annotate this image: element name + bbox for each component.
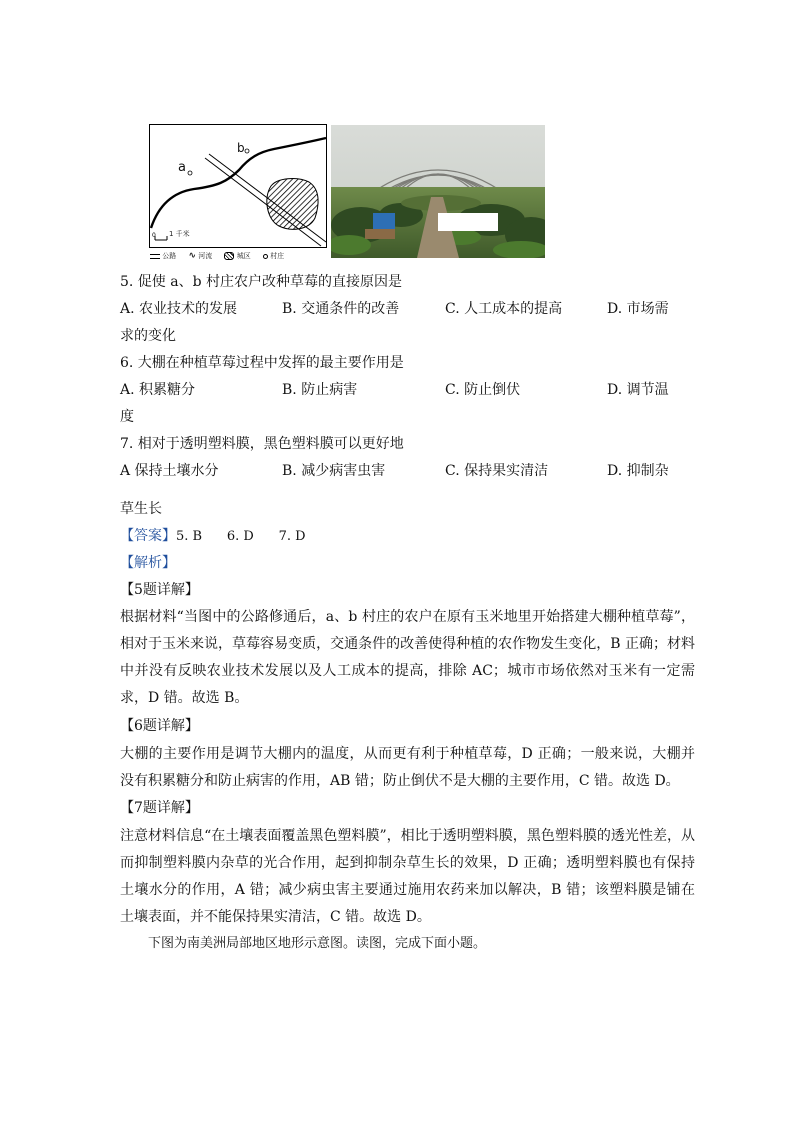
river-icon: ∿ — [188, 251, 197, 261]
question-7-option-a: A 保持土壤水分 — [120, 463, 219, 479]
detail-6-text: 大棚的主要作用是调节大棚内的温度，从而更有利于种植草莓，D 正确；一般来说，大棚并没有积累糖分和防止病害的作用，AB 错；防止倒伏不是大棚的主要作用，C 错。故选 D。 — [120, 746, 695, 789]
road-icon — [150, 254, 160, 259]
answer-text: 5. B 6. D 7. D — [176, 529, 306, 544]
map-legend — [150, 251, 330, 261]
detail-6-title: 【6题详解】 — [120, 718, 199, 734]
next-section-intro: 下图为南美洲局部地区地形示意图。读图，完成下面小题。 — [148, 936, 487, 951]
question-7-option-d-wrap: 草生长 — [120, 501, 162, 517]
legend-road-label: 公路 — [162, 252, 177, 260]
question-5-option-a: A. 农业技术的发展 — [120, 301, 238, 317]
question-6-stem: 6. 大棚在种植草莓过程中发挥的最主要作用是 — [120, 355, 404, 371]
question-5-option-b: B. 交通条件的改善 — [282, 301, 400, 317]
detail-5-text: 根据材料“当图中的公路修通后，a、b 村庄的农户在原有玉米地里开始搭建大棚种植草莓”，相对于玉米来说，草莓容易变质，交通条件的改善使得种植的农作物发生变化，B 正确；材料中并没有反映农业技术发展以及人工成本的提高，排除 AC；城市市场依然对玉米有一定需求，D 错。故选 B。 — [120, 609, 695, 706]
detail-5-title: 【5题详解】 — [120, 582, 199, 598]
question-7-stem: 7. 相对于透明塑料膜，黑色塑料膜可以更好地 — [120, 436, 404, 452]
detail-7-title: 【7题详解】 — [120, 800, 199, 816]
map-label-b: b — [237, 141, 245, 155]
question-7-option-b: B. 减少病害虫害 — [282, 463, 386, 479]
map-figure — [149, 124, 327, 248]
question-5-option-d-wrap: 求的变化 — [120, 328, 176, 344]
question-7-option-c: C. 保持果实清洁 — [445, 463, 549, 479]
question-5-option-d: D. 市场需 — [607, 301, 669, 317]
village-icon — [263, 254, 268, 259]
question-6-option-d-wrap: 度 — [120, 409, 134, 425]
map-label-a: a — [178, 160, 186, 175]
greenhouse-photo — [331, 125, 545, 258]
question-6-option-c: C. 防止倒伏 — [445, 382, 521, 398]
map-scale-label: 1 千米 — [169, 230, 190, 238]
greenhouse-drawing — [331, 125, 545, 258]
question-5-option-c: C. 人工成本的提高 — [445, 301, 563, 317]
legend-village-label: 村庄 — [270, 252, 285, 260]
question-6-option-d: D. 调节温 — [607, 382, 669, 398]
detail-7-text: 注意材料信息“在土壤表面覆盖黑色塑料膜”，相比于透明塑料膜，黑色塑料膜的透光性差，从而抑制塑料膜内杂草的光合作用，起到抑制杂草生长的效果，D 正确；透明塑料膜也有保持土壤水分的作用，A 错；减少病虫害主要通过施用农药来加以解决，B 错；该塑料膜是铺在土壤表面，并不能保持果实清洁，C 错。故选 D。 — [120, 828, 695, 925]
question-6-option-a: A. 积累糖分 — [120, 382, 196, 398]
analysis-label: 【解析】 — [120, 555, 176, 571]
legend-urban-label: 城区 — [236, 252, 251, 260]
answer-label: 【答案】 — [120, 528, 176, 544]
answer-line — [120, 526, 306, 547]
question-6-option-b: B. 防止病害 — [282, 382, 358, 398]
svg-text:0: 0 — [152, 232, 156, 239]
urban-area-icon — [224, 252, 234, 260]
question-5-stem: 5. 促使 a、b 村庄农户改种草莓的直接原因是 — [120, 274, 403, 290]
question-7-option-d: D. 抑制杂 — [607, 463, 669, 479]
legend-river-label: 河流 — [198, 252, 213, 260]
